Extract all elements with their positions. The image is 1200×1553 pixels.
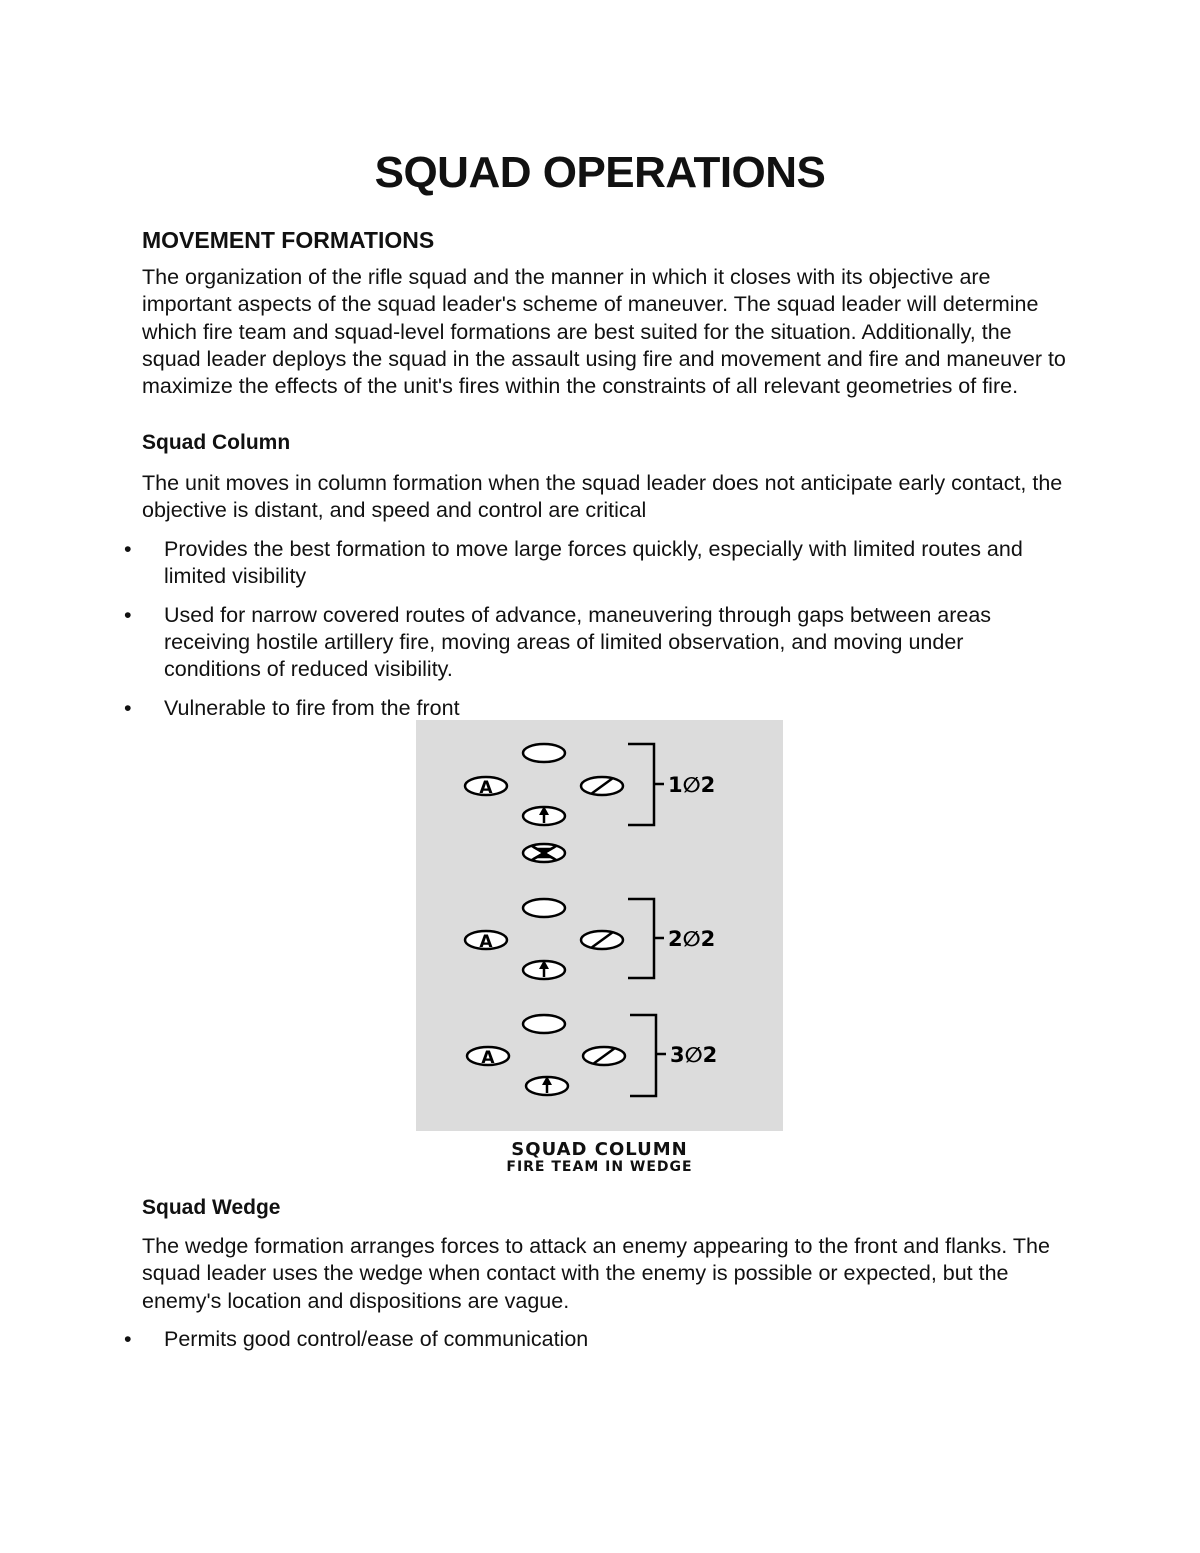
figure-caption [416, 1140, 783, 1171]
bullet-glyph: • [124, 603, 132, 627]
list-item [124, 602, 1044, 683]
team-leader-symbol [523, 744, 565, 762]
automatic-rifleman-letter: A [479, 778, 493, 798]
fire-team-1-label: 1∅2 [668, 773, 716, 797]
fire-team-2 [465, 899, 664, 979]
intro-paragraph: The organization of the rifle squad and the manner in which it closes with its objective are important aspects of the squad leader's scheme of maneuver. The squad leader will determine which fire team and squad-level formations are best suited for the situation. Additionally, the squad leader deploys the squad in the assault using fire and movement and fire and maneuver to maximize the effects of the unit's fires within the constraints of all relevant geometries of fire. [142, 265, 1066, 399]
bullet-glyph: • [124, 696, 132, 720]
squad-column-paragraph: The unit moves in column formation when the squad leader does not anticipate early contact, the objective is distant, and speed and control are critical [142, 471, 1063, 523]
squad-wedge-paragraph: The wedge formation arranges forces to attack an enemy appearing to the front and flanks. The squad leader uses the wedge when contact with the enemy is possible or expected, but the enemy's location and dispositions are vague. [142, 1234, 1050, 1313]
fire-team-3 [467, 1015, 666, 1096]
automatic-rifleman-letter: A [481, 1048, 495, 1068]
team-bracket [628, 744, 654, 825]
team-leader-symbol [523, 899, 565, 917]
team-bracket [628, 899, 654, 978]
figure-caption-subtitle: FIRE TEAM IN WEDGE [506, 1160, 693, 1171]
list-item-text: Vulnerable to fire from the front [164, 696, 460, 720]
fire-team-1 [465, 744, 664, 825]
squad-wedge-heading: Squad Wedge [142, 1196, 281, 1219]
team-leader-symbol [523, 1015, 565, 1033]
automatic-rifleman-letter: A [479, 932, 493, 952]
squad-leader-symbol [523, 844, 565, 862]
figure-caption-title: SQUAD COLUMN [511, 1139, 688, 1160]
list-item-text: Used for narrow covered routes of advance, maneuvering through gaps between areas receiving hostile artillery fire, moving areas of limited observation, and moving under conditions of reduced visibility. [164, 603, 992, 681]
fire-team-3-label: 3∅2 [670, 1043, 718, 1067]
list-item [124, 536, 1044, 590]
fire-team-2-label: 2∅2 [668, 927, 716, 951]
section-heading: MOVEMENT FORMATIONS [142, 227, 435, 253]
list-item-text: Provides the best formation to move large forces quickly, especially with limited routes and limited visibility [164, 537, 1023, 588]
list-item [124, 1326, 1044, 1353]
bullet-glyph: • [124, 537, 132, 561]
team-bracket [630, 1015, 656, 1096]
squad-column-diagram [416, 720, 783, 1131]
page-title: SQUAD OPERATIONS [374, 148, 826, 197]
list-item-text: Permits good control/ease of communication [164, 1327, 589, 1351]
squad-column-heading: Squad Column [142, 431, 291, 454]
bullet-glyph: • [124, 1327, 132, 1351]
list-item [124, 695, 1044, 722]
